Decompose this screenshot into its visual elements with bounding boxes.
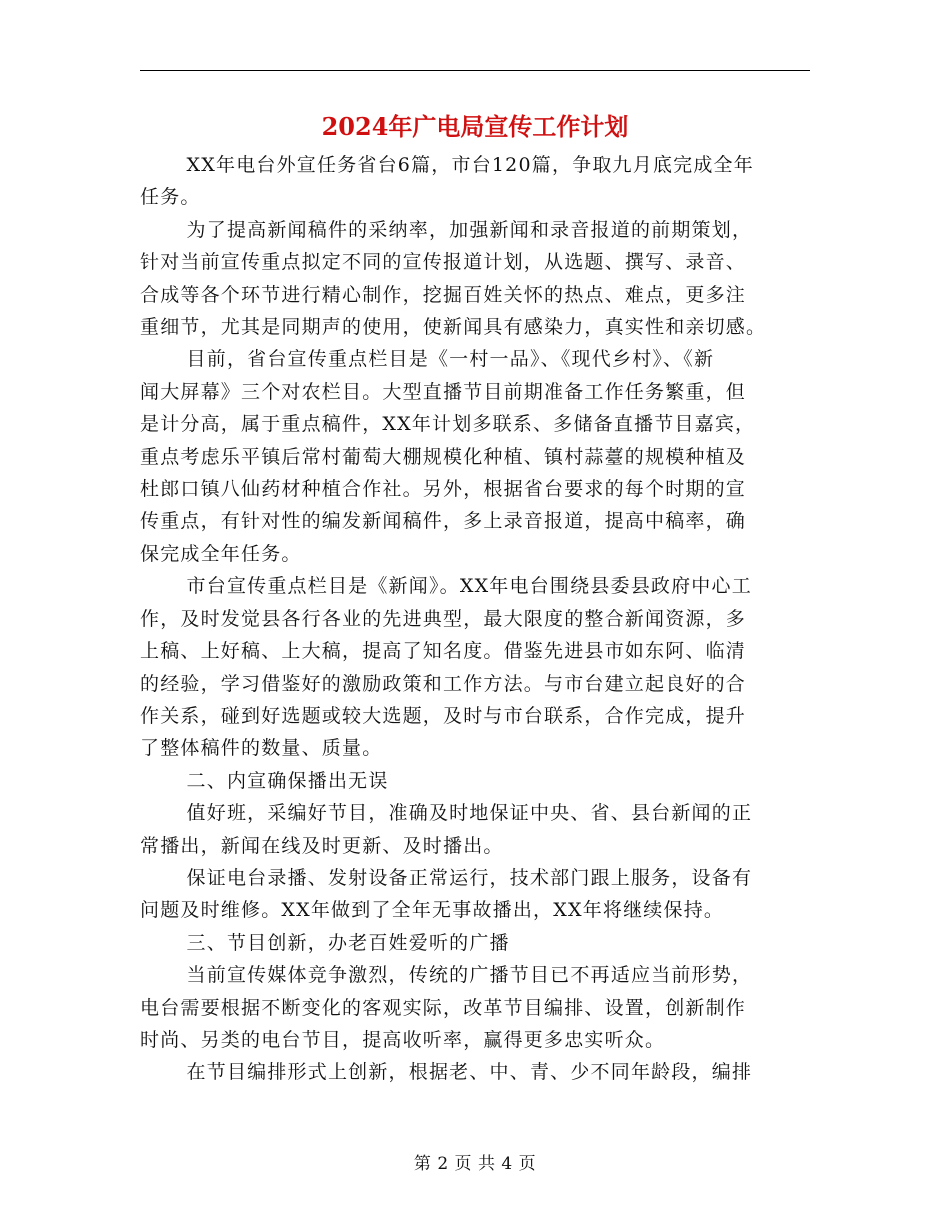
- paragraph: 目前，省台宣传重点栏目是《一村一品》、《现代乡村》、《新 闻大屏幕》三个对农栏目。大型直播节目前期准备工作任务繁重，但 是计分高，属于重点稿件，XX年计划多联系、多储备直播节目嘉宾， 重点考虑乐平镇后常村葡萄大棚规模化种植、镇村蒜薹的规模种植及 杜郎口镇八仙药材种植合作社。另外，根据省台要求的每个时期的宣 传重点，有针对性的编发新闻稿件，多上录音报道，提高中稿率，确 保完成全年任务。: [140, 348, 756, 565]
- header-rule: [140, 70, 810, 71]
- document-title: 2024年广电局宣传工作计划: [321, 112, 629, 141]
- paragraph: 当前宣传媒体竞争激烈，传统的广播节目已不再适应当前形势， 电台需要根据不断变化的客观实际，改革节目编排、设置，创新制作 时尚、另类的电台节目，提高收听率，赢得更多忠实听众。: [140, 964, 753, 1051]
- page-number: 第 2 页 共 4 页: [413, 1154, 537, 1174]
- paragraph: XX年电台外宣任务省台6篇，市台120篇，争取九月底完成全年 任务。: [140, 154, 754, 209]
- document-body: [140, 149, 798, 1089]
- paragraph: 值好班，采编好节目，准确及时地保证中央、省、县台新闻的正 常播出，新闻在线及时更新、及时播出。: [140, 802, 753, 857]
- section-heading: 二、内宣确保播出无误: [186, 769, 389, 792]
- paragraph: 市台宣传重点栏目是《新闻》。XX年电台围绕县委县政府中心工 作，及时发觉县各行各业的先进典型，最大限度的整合新闻资源，多 上稿、上好稿、上大稿，提高了知名度。借鉴先进县市如东阿、临清 的经验，学习借鉴好的激励政策和工作方法。与市台建立起良好的合 作关系，碰到好选题或较大选题，及时与市台联系，合作完成，提升 了整体稿件的数量、质量。: [140, 575, 752, 760]
- section-heading: 三、节目创新，办老百姓爱听的广播: [186, 931, 510, 954]
- paragraph: 在节目编排形式上创新，根据老、中、青、少不同年龄段，编排: [186, 1061, 753, 1084]
- paragraph: 保证电台录播、发射设备正常运行，技术部门跟上服务，设备有 问题及时维修。XX年做到了全年无事故播出，XX年将继续保持。: [140, 866, 753, 922]
- paragraph: 为了提高新闻稿件的采纳率，加强新闻和录音报道的前期策划， 针对当前宣传重点拟定不同的宣传报道计划，从选题、撰写、录音、 合成等各个环节进行精心制作，挖掘百姓关怀的热点、难点，更多注 重细节，尤其是同期声的使用，使新闻具有感染力，真实性和亲切感。: [140, 218, 767, 339]
